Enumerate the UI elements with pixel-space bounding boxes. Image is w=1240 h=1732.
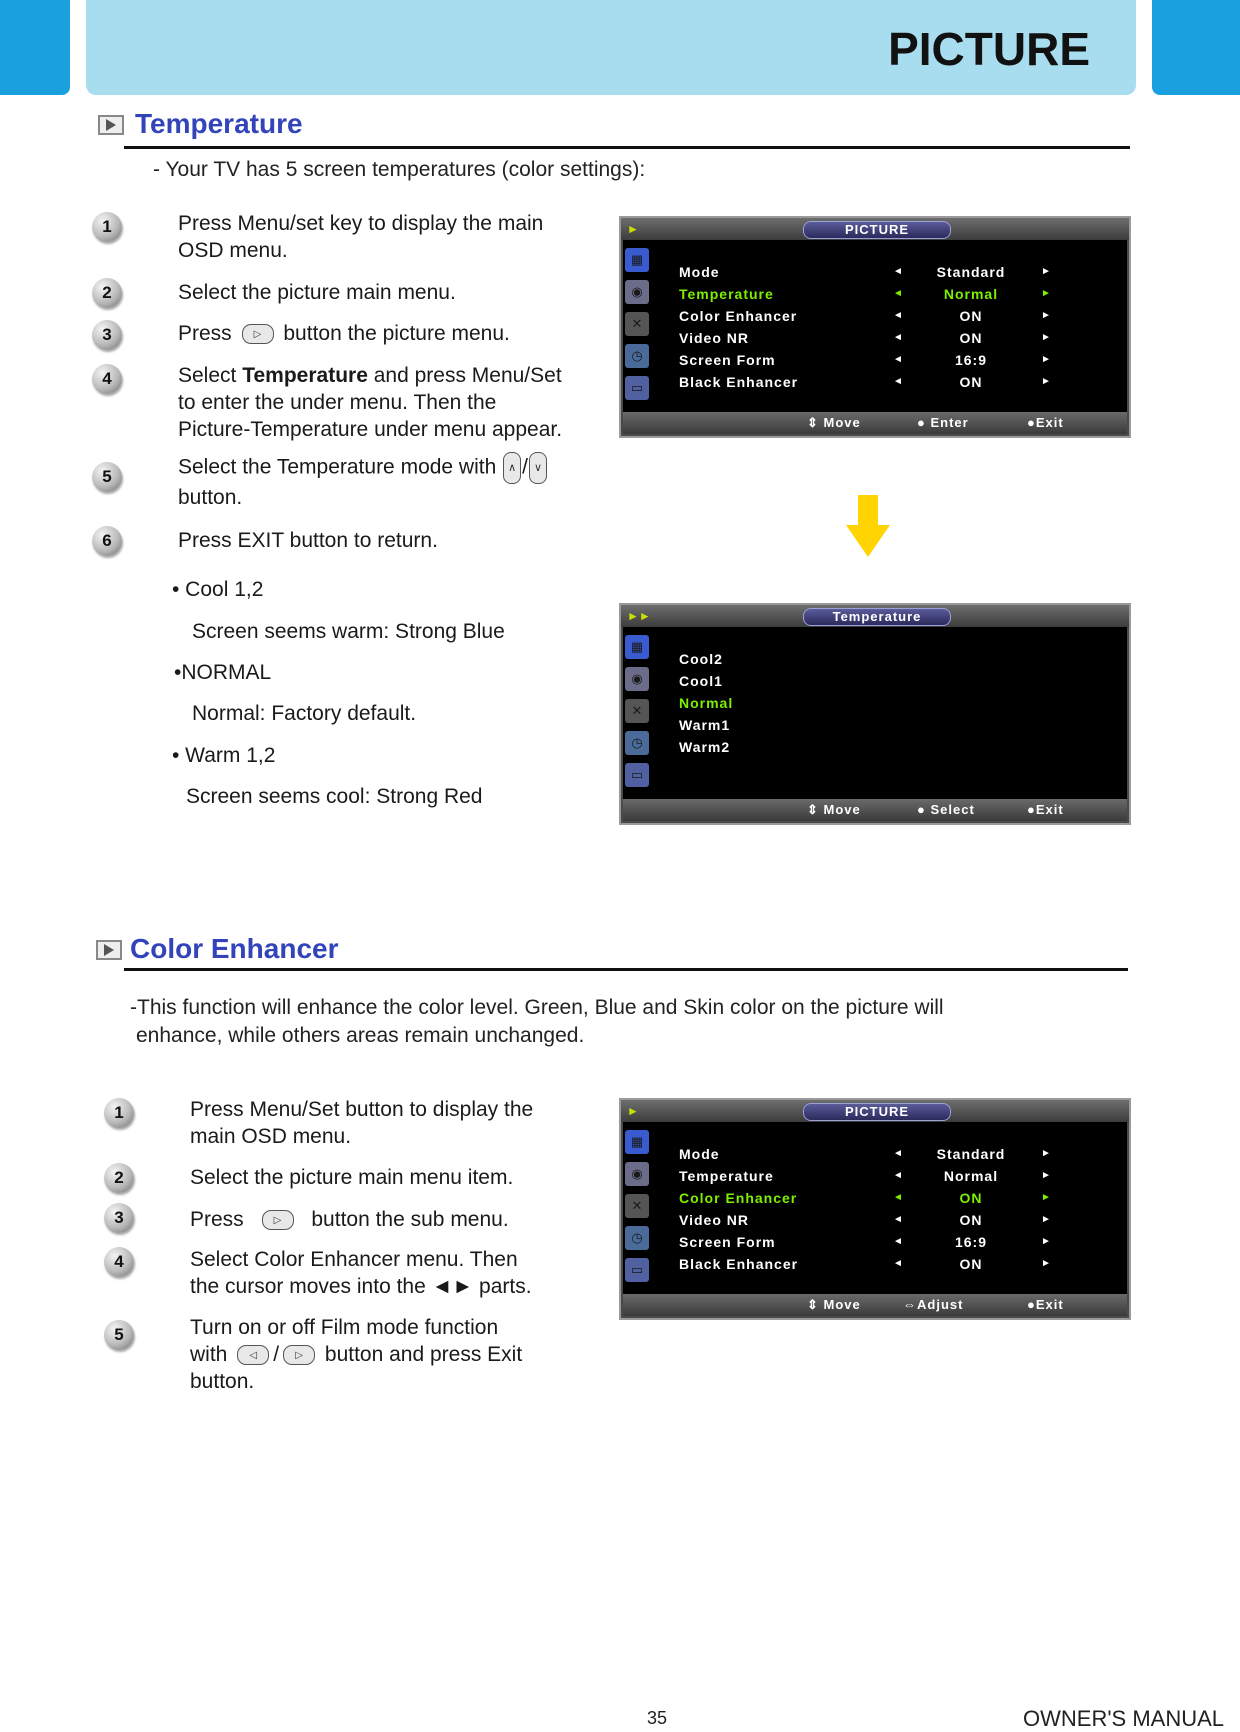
temperature-intro: - Your TV has 5 screen temperatures (color settings): [153, 158, 646, 181]
osd-row-label: Color Enhancer [679, 1190, 798, 1206]
osd-icon-column [625, 248, 651, 408]
step-number-1: 1 [104, 1098, 134, 1128]
header-right-block [1152, 0, 1240, 95]
color-enhancer-step-5: Turn on or off Film mode function with ◁ / ▷ button and press Exit button. [190, 1316, 523, 1393]
section-title-color-enhancer: Color Enhancer [130, 933, 339, 964]
osd-row-label: Black Enhancer [679, 374, 799, 390]
osd-row-label: Temperature [679, 1168, 774, 1184]
osd-footer-exit: ●Exit [1027, 1297, 1064, 1312]
picture-tab-icon: ▦ [625, 635, 649, 659]
osd-footer-move: ⇕ Move [807, 1297, 861, 1312]
osd-row-label: Video NR [679, 1212, 749, 1228]
step-number-3: 3 [104, 1203, 134, 1233]
osd-row-value: 16:9 [954, 1234, 988, 1250]
osd-row-value: ON [959, 1256, 983, 1272]
exit-icon: ● [1027, 415, 1036, 430]
osd-footer-exit: ●Exit [1027, 415, 1064, 430]
mode-desc-cool: Screen seems warm: Strong Blue [192, 620, 505, 643]
step-number-5: 5 [92, 462, 122, 492]
updown-icon: ⇕ [807, 415, 819, 430]
temperature-step-1: Press Menu/set key to display the main OSD menu. [178, 212, 544, 262]
osd-row-value: ON [959, 308, 983, 324]
mode-label-warm: • Warm 1,2 [172, 744, 276, 767]
osd-row-value: ON [959, 1190, 983, 1206]
section-play-icon [98, 115, 124, 135]
section-title-temperature: Temperature [135, 108, 303, 139]
osd-footer-move: ⇕ Move [807, 415, 861, 430]
osd-option: Warm1 [679, 717, 731, 733]
step-number-5: 5 [104, 1320, 134, 1350]
temperature-step-5: Select the Temperature mode with ∧ / ∨ button. [178, 452, 618, 511]
page-title: PICTURE [888, 23, 1090, 75]
osd-footer-exit: ●Exit [1027, 802, 1064, 817]
osd-footer-select: ● Select [917, 802, 975, 817]
down-button-icon: ∨ [529, 452, 547, 484]
screen-tab-icon: ▭ [625, 763, 649, 787]
osd-row-value: ON [959, 330, 983, 346]
temperature-step-6: Press EXIT button to return. [178, 529, 438, 552]
section-rule [124, 146, 1130, 149]
step-number-6: 6 [92, 526, 122, 556]
manual-label: OWNER'S MANUAL [1023, 1706, 1224, 1731]
picture-tab-icon: ▦ [625, 248, 649, 272]
osd-row-label: Temperature [679, 286, 774, 302]
step-number-2: 2 [104, 1163, 134, 1193]
osd-row-value: 16:9 [954, 352, 988, 368]
osd-row-label: Screen Form [679, 1234, 776, 1250]
osd-footer-move: ⇕ Move [807, 802, 861, 817]
right-button-icon: ▷ [242, 324, 274, 344]
step-number-4: 4 [104, 1247, 134, 1277]
osd-color-enhancer-menu: ► PICTURE ▦ ◉ ✕ ◷ ▭ Mode ◄ Standard ► Temperature ◄ Normal ► Color Enhancer ◄ ON ► Video NR ◄ ON ► Screen Form ◄ 16:9 ► Black Enhancer ◄ ON ► ⇕ Move ⇔Adjust ●Exit [619, 1098, 1131, 1320]
osd-title: PICTURE [803, 221, 951, 239]
osd-row-label: Black Enhancer [679, 1256, 799, 1272]
temperature-step-2: Select the picture main menu. [178, 281, 456, 304]
osd-option: Cool1 [679, 673, 723, 689]
osd-row-value: Normal [943, 1168, 999, 1184]
step-number-1: 1 [92, 212, 122, 242]
osd-footer-enter: ● Enter [917, 415, 969, 430]
osd-title: Temperature [803, 608, 951, 626]
osd-double-arrow-icon: ►► [627, 609, 651, 623]
osd-title: PICTURE [803, 1103, 951, 1121]
updown-icon: ⇕ [807, 802, 819, 817]
down-arrow-icon [846, 495, 890, 557]
page-number: 35 [647, 1708, 668, 1728]
exit-icon: ● [1027, 802, 1036, 817]
osd-row-label: Mode [679, 1146, 720, 1162]
osd-row-value: ON [959, 1212, 983, 1228]
section-rule [124, 968, 1128, 971]
tools-tab-icon: ✕ [625, 1194, 649, 1218]
osd-row-label: Color Enhancer [679, 308, 798, 324]
mode-label-normal: •NORMAL [174, 661, 272, 684]
step-number-4: 4 [92, 364, 122, 394]
osd-icon-column [625, 635, 651, 795]
temperature-step-3: Press ▷ button the picture menu. [178, 322, 510, 345]
osd-row-label: Screen Form [679, 352, 776, 368]
color-enhancer-intro: -This function will enhance the color level. Green, Blue and Skin color on the picture will enhance, while others areas remain unchanged. [130, 996, 944, 1047]
tools-tab-icon: ✕ [625, 312, 649, 336]
enter-icon: ● [917, 415, 926, 430]
osd-arrow-icon: ► [627, 222, 639, 236]
osd-option-selected: Normal [679, 695, 734, 711]
osd-row-label: Mode [679, 264, 720, 280]
mode-desc-warm: Screen seems cool: Strong Red [186, 785, 483, 808]
color-enhancer-step-3: Press ▷ button the sub menu. [190, 1208, 509, 1231]
osd-row-value: Normal [943, 286, 999, 302]
sound-tab-icon: ◉ [625, 1162, 649, 1186]
osd-row-label: Video NR [679, 330, 749, 346]
updown-icon: ⇕ [807, 1297, 819, 1312]
clock-tab-icon: ◷ [625, 731, 649, 755]
osd-arrow-icon: ► [627, 1104, 639, 1118]
osd-row-value: Standard [936, 1146, 1006, 1162]
step-number-3: 3 [92, 320, 122, 350]
header-left-block [0, 0, 70, 95]
color-enhancer-step-2: Select the picture main menu item. [190, 1166, 514, 1189]
osd-temperature-menu [619, 603, 1131, 825]
sound-tab-icon: ◉ [625, 667, 649, 691]
right-button-icon: ▷ [262, 1210, 294, 1230]
osd-picture-menu: ► PICTURE ▦ ◉ ✕ ◷ ▭ Mode ◄ Standard ► Temperature ◄ Normal ► Color Enhancer ◄ ON ► Video NR ◄ ON ► Screen Form ◄ 16:9 ► Black Enhancer ◄ ON ► ⇕ Move ● Enter ●Exit [619, 216, 1131, 438]
section-play-icon [96, 940, 122, 960]
left-button-icon: ◁ [237, 1345, 269, 1365]
osd-row-value: Standard [936, 264, 1006, 280]
screen-tab-icon: ▭ [625, 1258, 649, 1282]
osd-icon-column [625, 1130, 651, 1290]
osd-row-value: ON [959, 374, 983, 390]
leftright-icon: ⇔ [903, 1297, 917, 1312]
exit-icon: ● [1027, 1297, 1036, 1312]
osd-option: Cool2 [679, 651, 723, 667]
tools-tab-icon: ✕ [625, 699, 649, 723]
step-number-2: 2 [92, 278, 122, 308]
mode-desc-normal: Normal: Factory default. [192, 702, 417, 725]
color-enhancer-step-4: Select Color Enhancer menu. Then the cursor moves into the ◄► parts. [190, 1248, 532, 1298]
sound-tab-icon: ◉ [625, 280, 649, 304]
right-button-icon: ▷ [283, 1345, 315, 1365]
screen-tab-icon: ▭ [625, 376, 649, 400]
up-button-icon: ∧ [503, 452, 521, 484]
picture-tab-icon: ▦ [625, 1130, 649, 1154]
clock-tab-icon: ◷ [625, 344, 649, 368]
temperature-step-4: Select Temperature and press Menu/Set to enter the under menu. Then the Picture-Temperature under menu appear. [178, 364, 563, 441]
clock-tab-icon: ◷ [625, 1226, 649, 1250]
color-enhancer-step-1: Press Menu/Set button to display the main OSD menu. [190, 1098, 534, 1148]
osd-option: Warm2 [679, 739, 731, 755]
osd-footer-adjust: ⇔Adjust [903, 1297, 964, 1312]
select-icon: ● [917, 802, 926, 817]
mode-label-cool: • Cool 1,2 [172, 578, 264, 601]
